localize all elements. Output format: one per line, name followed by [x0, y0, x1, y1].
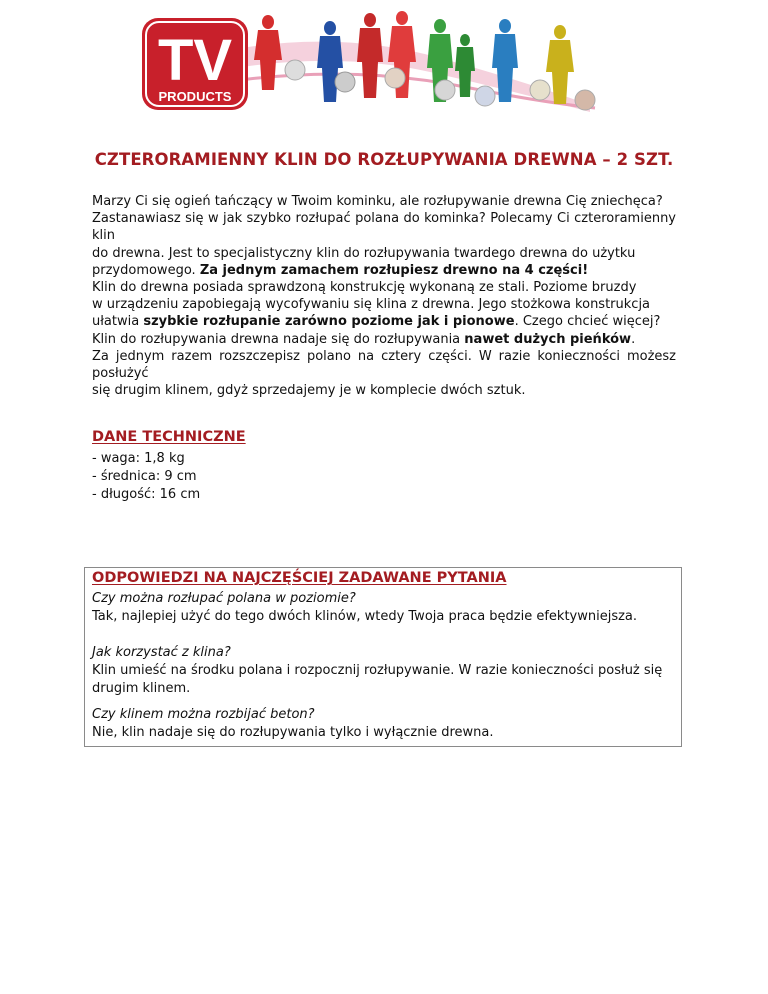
desc-line: się drugim klinem, gdyż sprzedajemy je w komplecie dwóch sztuk. [92, 383, 526, 399]
faq-answer: Tak, najlepiej użyć do tego dwóch klinów, wtedy Twoja praca będzie efektywniejsza. [92, 609, 638, 624]
desc-highlight: Za jednym zamachem rozłupiesz drewno na 4 części! [199, 262, 589, 278]
faq-answer: Nie, klin nadaje się do rozłupywania tylko i wyłącznie drewna. [92, 725, 494, 740]
faq-heading: ODPOWIEDZI NA NAJCZĘŚCIEJ ZADAWANE PYTANIA [92, 570, 507, 586]
tech-specs-heading: DANE TECHNICZNE [92, 429, 246, 445]
desc-text: . Czego chcieć więcej? [514, 314, 661, 330]
desc-line: Marzy Ci się ogień tańczący w Twoim kominku, ale rozłupywanie drewna Cię zniechęca? [92, 194, 663, 209]
desc-line: do drewna. Jest to specjalistyczny klin do rozłupywania twardego drewna do użytku [92, 245, 636, 261]
faq-box [84, 567, 682, 747]
desc-line [92, 313, 676, 330]
desc-line [92, 262, 676, 279]
faq-question: Jak korzystać z klina? [92, 645, 231, 660]
desc-line: Za jednym razem rozszczepisz polano na cztery części. W razie konieczności możesz posłużyć [92, 348, 676, 382]
faq-answer: Klin umieść na środku polana i rozpocznij rozłupywanie. W razie konieczności posłuż się [92, 663, 663, 678]
tech-specs-list [92, 450, 200, 503]
desc-line: w urządzeniu zapobiegają wycofywaniu się klina z drewna. Jego stożkowa konstrukcja [92, 297, 651, 313]
page-title: CZTERORAMIENNY KLIN DO ROZŁUPYWANIA DREWNA – 2 SZT. [94, 150, 674, 169]
tech-spec-item: - waga: 1,8 kg [92, 451, 185, 466]
faq-question: Czy można rozłupać polana w poziomie? [92, 591, 356, 606]
faq-answer: drugim klinem. [92, 681, 191, 696]
desc-text: . [631, 331, 636, 347]
faq-question: Czy klinem można rozbijać beton? [92, 707, 315, 722]
faq-item [92, 590, 672, 626]
faq-item [92, 706, 672, 742]
desc-highlight: szybkie rozłupanie zarówno poziome jak i pionowe [143, 314, 515, 330]
product-description [92, 193, 676, 399]
tech-spec-item: - średnica: 9 cm [92, 468, 197, 484]
tv-logo [142, 18, 248, 110]
desc-line [92, 331, 676, 348]
desc-text: Klin do rozłupywania drewna nadaje się do rozłupywania [92, 331, 465, 347]
logo-tv-text: TV [157, 28, 233, 93]
banner-graphic [140, 10, 600, 120]
desc-highlight: nawet dużych pieńków [464, 331, 632, 347]
logo-products-text: PRODUCTS [158, 89, 232, 104]
faq-item [92, 644, 672, 698]
desc-text: ułatwia [92, 314, 144, 330]
desc-text: przydomowego. [92, 262, 200, 278]
desc-line: Klin do drewna posiada sprawdzoną konstrukcję wykonaną ze stali. Poziome bruzdy [92, 280, 637, 296]
tech-spec-item: - długość: 16 cm [92, 486, 201, 502]
desc-line: Zastanawiasz się w jak szybko rozłupać polana do kominka? Polecamy Ci czteroramienny klin [92, 211, 676, 244]
tv-products-banner [140, 10, 600, 120]
